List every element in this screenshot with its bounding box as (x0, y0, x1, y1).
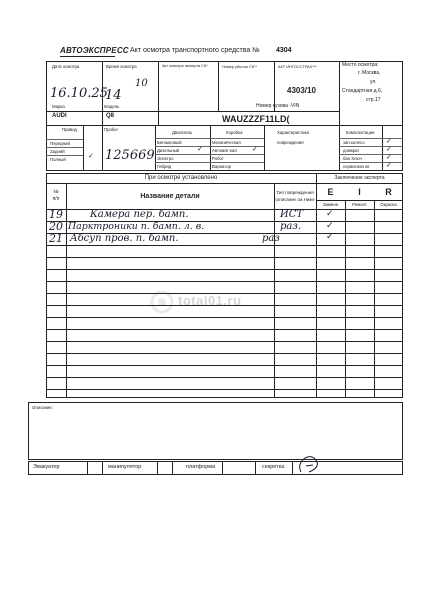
place-label: Место осмотра: (342, 62, 379, 68)
col-number: № (53, 189, 59, 195)
expert-act-label: Акт осмотра эксперта СК* (162, 64, 208, 68)
subcol-replace: Замена (322, 202, 339, 207)
row-2-number: 20 (49, 220, 63, 233)
conclusion-title: Заключение эксперта (334, 175, 385, 181)
make-value: AUDI (52, 113, 67, 119)
engine-hybrid: Гибрид (157, 164, 172, 169)
place-line-2: ул. (370, 79, 377, 85)
row-1-part: Камера пер. бамп. (90, 209, 189, 220)
row-2-replace-check: ✓ (326, 221, 334, 231)
evacuator-label: Эвакуатор (33, 464, 60, 470)
model-value: Q8 (106, 113, 115, 119)
make-label: Марка (52, 104, 65, 109)
inspection-date: 16.10.25 (50, 86, 108, 101)
subcol-paint: Окраска (380, 202, 397, 207)
engine-diesel: Дизельный (157, 148, 180, 153)
gearbox-label: Коробка (226, 130, 243, 135)
row-1-number: 19 (49, 208, 63, 221)
col-part-name: Название детали (140, 193, 200, 200)
vin-value: WAUZZZF11LD( (222, 114, 290, 124)
kit-spare-check: ✓ (386, 137, 392, 145)
gearbox-robot: Робот (212, 156, 224, 161)
letter-i: I (358, 187, 361, 197)
kit-key-check: ✓ (386, 153, 392, 161)
engine-label: Двигатель (172, 130, 193, 135)
row-3-number: 21 (49, 232, 63, 245)
description-label: Описание: (32, 405, 53, 410)
company-logo: АВТОЭКСПРЕСС (60, 46, 129, 55)
col-damage-type: Тип повреждения (276, 190, 314, 195)
subcol-repair: Ремонт (352, 202, 367, 207)
drive-front: Передний (50, 141, 70, 146)
place-line-1: г. Москва, (358, 70, 381, 76)
col-number-sub: п/п (52, 196, 60, 202)
row-1-replace-check: ✓ (326, 209, 334, 219)
inspection-title: При осмотре установлено (144, 175, 218, 181)
gearbox-cvt: Вариатор (212, 164, 232, 169)
gearbox-auto: Автомат-кая (212, 148, 237, 153)
bottom-row (28, 461, 403, 475)
characteristic-label: Характеристика (277, 130, 309, 135)
row-3-damage: раз (262, 233, 280, 244)
mileage-label: Пробег (104, 127, 119, 132)
engine-electric: Электро (157, 156, 174, 161)
ingos-act-label: АКТ ИНГОССТРАХ*** (278, 64, 317, 69)
document-title: Акт осмотра транспортного средства № (130, 47, 260, 54)
row-2-damage: раз. (280, 221, 301, 232)
manipulator-label: манипулятор (108, 464, 142, 470)
gearbox-auto-check: ✓ (252, 145, 258, 153)
row-1-damage: ИСТ (280, 209, 304, 220)
date-label: Дата осмотра (52, 64, 80, 69)
loss-number-label: Номер убытка СК** (222, 64, 257, 69)
drive-all-check: ✓ (88, 152, 94, 160)
drive-label: Привод (62, 127, 77, 132)
model-label: Модель (104, 104, 120, 109)
platform-label: платформа (186, 464, 216, 470)
row-2-part: Парктроники п. бамп. л. в. (68, 221, 205, 232)
logo-underline (60, 56, 115, 57)
letter-e: E (327, 187, 334, 197)
mileage-value: 125669 (105, 148, 155, 163)
time-label: Время осмотра (106, 64, 137, 69)
characteristic-sublabel: повреждения (277, 140, 304, 145)
engine-petrol: Бензиновый (157, 140, 182, 145)
drive-rear: Задний (50, 149, 65, 154)
kit-jack: домкрат (343, 148, 360, 153)
watermark-logo-icon (150, 290, 178, 314)
col-damage-type-sub: (описание см.Ниже (275, 197, 315, 202)
vin-label: Номер кузова -VIN (256, 103, 300, 109)
kit-key: бал.Ключ (343, 156, 362, 161)
secret-signature-mark (295, 452, 325, 476)
letter-r: R (385, 187, 392, 197)
inspection-time-hours: 14 (105, 88, 122, 103)
place-line-3: Стандартная д.6, (342, 88, 383, 94)
place-line-4: стр.17 (366, 97, 381, 103)
secret-label: секретка (262, 464, 285, 470)
description-box (28, 402, 403, 460)
document-number: 4304 (276, 47, 292, 54)
inspection-time-minutes: 10 (135, 78, 148, 89)
watermark-text: total01.ru (178, 293, 242, 308)
engine-diesel-check: ✓ (197, 145, 203, 153)
row-3-part: Абсуп пров. п. бамп. (70, 233, 179, 244)
kit-jack-check: ✓ (386, 145, 392, 153)
kit-book-check: ✓ (386, 161, 392, 169)
gearbox-manual: Механическая (212, 140, 241, 145)
kit-spare: зап.колесо (343, 140, 365, 145)
drive-all: Полный (50, 157, 66, 162)
act-number: 4303/10 (287, 86, 316, 95)
kit-label: Комплектация (346, 130, 375, 135)
kit-book: сервисная кн (343, 164, 370, 169)
row-3-replace-check: ✓ (326, 232, 334, 242)
